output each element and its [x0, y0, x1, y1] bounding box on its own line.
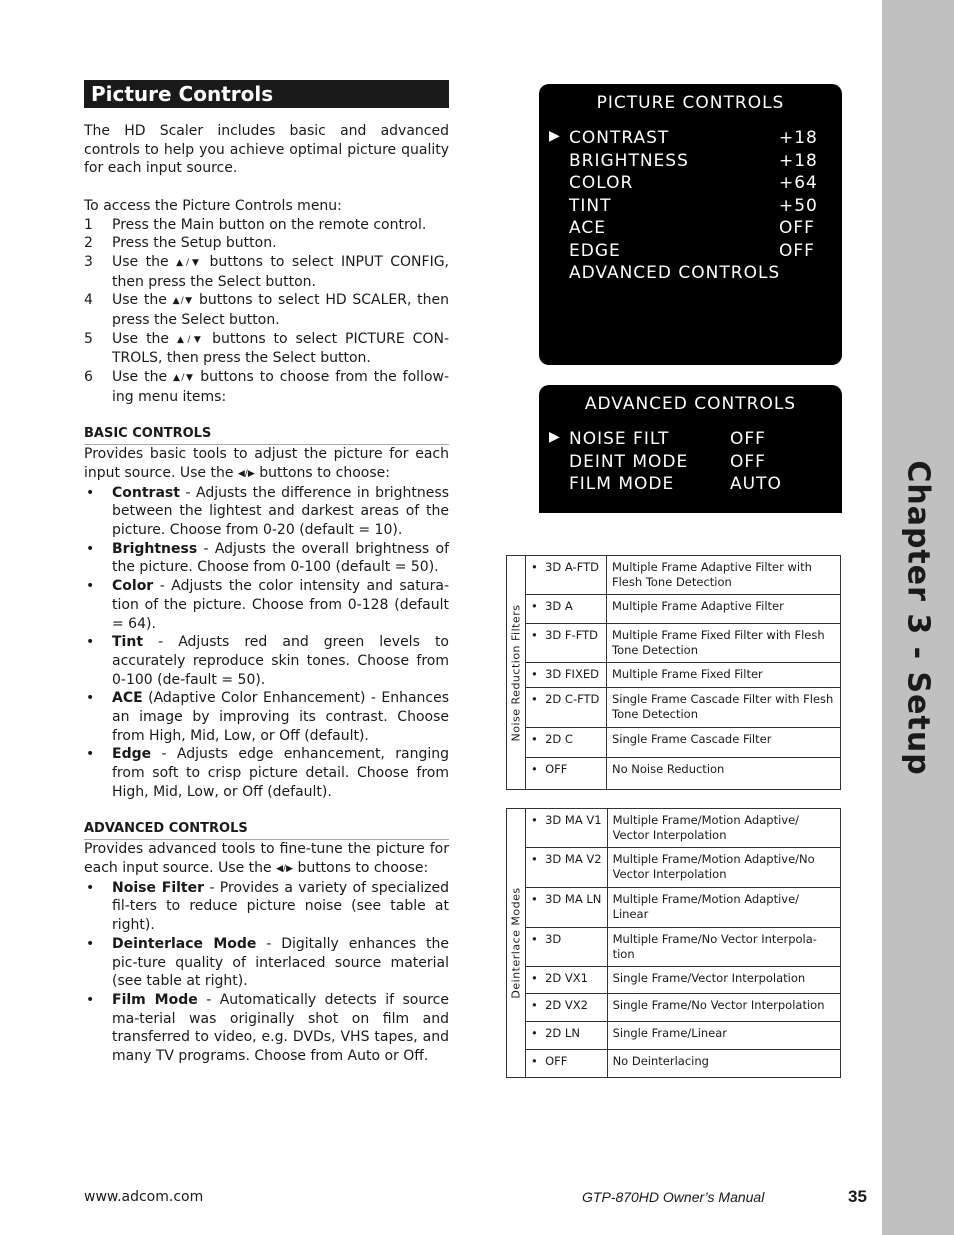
osd-item-label: ACE: [569, 218, 606, 238]
intro-paragraph: The HD Scaler includes basic and advanced controls to help you achieve optimal picture quality for each input source.: [84, 123, 449, 177]
step-text: Use the ▲/▼ buttons to select PICTURE CON-TROLS, then press the Select button.: [112, 330, 449, 367]
control-item: [84, 540, 449, 577]
table-row: [507, 728, 841, 758]
mode-description: Multiple Frame/No Vector Interpola-tion: [607, 928, 840, 967]
mode-description: No Noise Reduction: [607, 758, 841, 790]
chapter-title: Chapter 3 - Setup: [900, 460, 936, 776]
up-down-arrows-icon: ▲/▼: [176, 334, 205, 345]
mode-code: • 2D C: [526, 728, 607, 758]
table-row: [507, 967, 841, 994]
step-item: [84, 330, 449, 368]
control-item: [84, 879, 449, 935]
mode-code: • 3D A: [526, 595, 607, 624]
table-row: [507, 663, 841, 688]
osd-item-label: EDGE: [569, 240, 621, 261]
basic-controls-heading: BASIC CONTROLS: [84, 425, 449, 446]
osd-item-value: OFF: [730, 451, 766, 472]
step-item: [84, 234, 449, 253]
bullet-icon: •: [86, 634, 95, 651]
mode-description: Multiple Frame Adaptive Filter with Flesh Tone Detection: [607, 556, 841, 595]
control-item: [84, 577, 449, 633]
step-item: [84, 253, 449, 291]
step-text: Use the ▲/▼ buttons to select HD SCALER, then press the Select button.: [112, 292, 450, 329]
advanced-controls-lead: Provides advanced tools to fine-tune the picture for each input source. Use the ◀/▶ buttons to choose:: [84, 841, 449, 876]
step-item: [84, 368, 449, 406]
advanced-controls-heading: ADVANCED CONTROLS: [84, 820, 449, 841]
control-term: Tint: [112, 634, 144, 651]
osd-item-value: OFF: [779, 218, 815, 238]
step-number: 5: [84, 330, 93, 347]
bullet-icon: •: [86, 690, 95, 707]
control-item: [84, 745, 449, 801]
control-term: Brightness: [112, 540, 198, 557]
mode-description: Single Frame/No Vector Interpolation: [607, 994, 840, 1022]
step-number: 6: [84, 369, 93, 386]
page-number: 35: [848, 1187, 867, 1206]
mode-description: Multiple Frame/Motion Adaptive/ Vector Interpolation: [607, 809, 840, 848]
control-description: - Digitally enhances the pic-ture quality of interlaced source material (see table at right).: [112, 935, 449, 990]
osd-cursor-icon: ▶: [549, 128, 561, 144]
mode-code: • 2D C-FTD: [526, 688, 607, 728]
mode-description: Multiple Frame/Motion Adaptive/ Linear: [607, 888, 840, 928]
osd-item-value: +18: [779, 150, 818, 171]
control-item: [84, 935, 449, 991]
mode-description: Single Frame Cascade Filter with Flesh Tone Detection: [607, 688, 841, 728]
table-row: [507, 1050, 841, 1078]
table-row: [507, 928, 841, 967]
mode-description: No Deinterlacing: [607, 1050, 840, 1078]
bullet-icon: •: [86, 484, 95, 501]
mode-code: • 3D A-FTD: [526, 556, 607, 595]
up-down-arrows-icon: ▲/▼: [172, 296, 194, 307]
mode-code: • OFF: [526, 1050, 608, 1078]
control-item: [84, 633, 449, 689]
bullet-icon: •: [86, 991, 95, 1008]
mode-description: Single Frame Cascade Filter: [607, 728, 841, 758]
bullet-icon: •: [86, 879, 95, 896]
bullet-icon: •: [86, 540, 95, 557]
bullet-icon: •: [86, 746, 95, 763]
section-title: Picture Controls: [84, 80, 449, 108]
control-term: Edge: [112, 746, 152, 763]
access-lead: To access the Picture Controls menu:: [84, 197, 342, 214]
mode-code: • 2D LN: [526, 1022, 608, 1050]
footer-url: www.adcom.com: [84, 1189, 204, 1205]
osd-item-label: FILM MODE: [569, 474, 675, 494]
control-item: [84, 991, 449, 1066]
osd-item-value: +64: [779, 173, 818, 193]
table-row: [507, 595, 841, 624]
left-column: [84, 122, 449, 1066]
mode-description: Multiple Frame Fixed Filter: [607, 663, 841, 688]
step-text: Press the Main button on the remote control.: [112, 216, 427, 233]
step-item: [84, 216, 449, 235]
left-right-arrows-icon: ◀/▶: [237, 468, 255, 479]
osd-item-label: DEINT MODE: [569, 451, 689, 472]
control-term: Color: [112, 578, 154, 595]
step-number: 3: [84, 253, 93, 270]
control-description: - Automatically detects if source ma-terial was originally shot on film and transferred to video, e.g. DVDs, VHS tapes, and many TV programs. Choose from Auto or Off.: [112, 991, 449, 1065]
mode-description: Multiple Frame/Motion Adaptive/No Vector Interpolation: [607, 848, 840, 888]
osd-cursor-icon: ▶: [549, 429, 561, 445]
control-description: - Adjusts the overall brightness of the picture. Choose from 0-100 (default = 50).: [112, 540, 449, 576]
table-category-label: Noise Reduction Filters: [507, 556, 526, 790]
table-row: [507, 758, 841, 790]
up-down-arrows-icon: ▲/▼: [176, 257, 202, 268]
table-row: [507, 848, 841, 888]
step-text: Use the ▲/▼ buttons to select INPUT CONFIG, then press the Select button.: [112, 253, 450, 290]
mode-code: • 2D VX1: [526, 967, 608, 994]
control-description: (Adaptive Color Enhancement) - Enhances an image by improving its contrast. Choose from High, Mid, Low, or Off (default).: [112, 690, 449, 744]
mode-description: Multiple Frame Fixed Filter with Flesh Tone Detection: [607, 624, 841, 663]
basic-controls-lead: Provides basic tools to adjust the picture for each input source. Use the ◀/▶ buttons to choose:: [84, 446, 449, 481]
picture-controls-osd: [539, 84, 842, 365]
osd-item-label: ADVANCED CONTROLS: [569, 263, 781, 283]
control-description: - Adjusts edge enhancement, ranging from soft to crisp picture detail. Choose from High, Mid, Low, or Off (default).: [112, 746, 449, 800]
mode-code: • 2D VX2: [526, 994, 608, 1022]
basic-controls-list: [84, 484, 449, 802]
control-item: [84, 484, 449, 540]
osd-item-label: BRIGHTNESS: [569, 150, 689, 171]
control-term: Noise Filter: [112, 879, 205, 896]
control-description: - Adjusts the color intensity and satura-tion of the picture. Choose from 0-128 (default = 64).: [112, 578, 449, 632]
mode-code: • OFF: [526, 758, 607, 790]
control-description: - Adjusts red and green levels to accurately reproduce skin tones. Choose from 0-100 (de-fault = 50).: [112, 634, 449, 688]
bullet-icon: •: [86, 935, 95, 952]
osd-item-value: +18: [779, 128, 818, 148]
table-row: [507, 1022, 841, 1050]
osd-item-label: NOISE FILT: [569, 429, 670, 449]
osd-item-label: CONTRAST: [569, 128, 670, 148]
advanced-controls-list: [84, 879, 449, 1066]
step-number: 2: [84, 235, 93, 252]
step-item: [84, 291, 449, 329]
steps-list: [84, 216, 449, 407]
mode-description: Single Frame/Vector Interpolation: [607, 967, 840, 994]
mode-code: • 3D: [526, 928, 608, 967]
control-description: - Provides a variety of specialized fil-ters to reduce picture noise (see table at right).: [112, 879, 449, 934]
mode-code: • 3D F-FTD: [526, 624, 607, 663]
osd-item-value: +50: [779, 195, 818, 216]
mode-description: Multiple Frame Adaptive Filter: [607, 595, 841, 624]
control-description: - Adjusts the difference in brightness between the lightest and darkest areas of the picture. Choose from 0-20 (default = 10).: [112, 484, 449, 539]
noise-reduction-table: [506, 555, 841, 790]
step-number: 1: [84, 216, 93, 233]
mode-code: • 3D MA V1: [526, 809, 608, 848]
table-row: [507, 688, 841, 728]
control-term: Contrast: [112, 484, 180, 501]
control-term: Film Mode: [112, 991, 198, 1008]
table-row: [507, 809, 841, 848]
left-right-arrows-icon: ◀/▶: [276, 864, 293, 874]
step-text: Press the Setup button.: [112, 235, 277, 252]
mode-code: • 3D MA LN: [526, 888, 608, 928]
up-down-arrows-icon: ▲/▼: [173, 373, 195, 384]
osd-item-value: OFF: [730, 429, 766, 449]
control-item: [84, 689, 449, 745]
osd-item-label: COLOR: [569, 173, 634, 193]
osd-item-label: TINT: [569, 195, 612, 216]
mode-description: Single Frame/Linear: [607, 1022, 840, 1050]
footer-manual-title: GTP-870HD Owner’s Manual: [582, 1189, 765, 1205]
mode-code: • 3D MA V2: [526, 848, 608, 888]
table-category-label: Deinterlace Modes: [507, 809, 526, 1078]
table-row: [507, 888, 841, 928]
step-text: Use the ▲/▼ buttons to choose from the follow-ing menu items:: [112, 369, 450, 405]
mode-code: • 3D FIXED: [526, 663, 607, 688]
osd-title: ADVANCED CONTROLS: [584, 394, 797, 414]
step-number: 4: [84, 292, 93, 309]
table-row: [507, 556, 841, 595]
osd-item-value: OFF: [779, 240, 815, 261]
table-row: [507, 994, 841, 1022]
advanced-controls-osd: [539, 385, 842, 513]
table-row: [507, 624, 841, 663]
osd-item-value: AUTO: [730, 474, 782, 494]
control-term: ACE: [112, 690, 143, 707]
control-term: Deinterlace Mode: [112, 935, 257, 952]
deinterlace-table: [506, 808, 841, 1078]
bullet-icon: •: [86, 578, 95, 595]
osd-title: PICTURE CONTROLS: [596, 93, 785, 113]
